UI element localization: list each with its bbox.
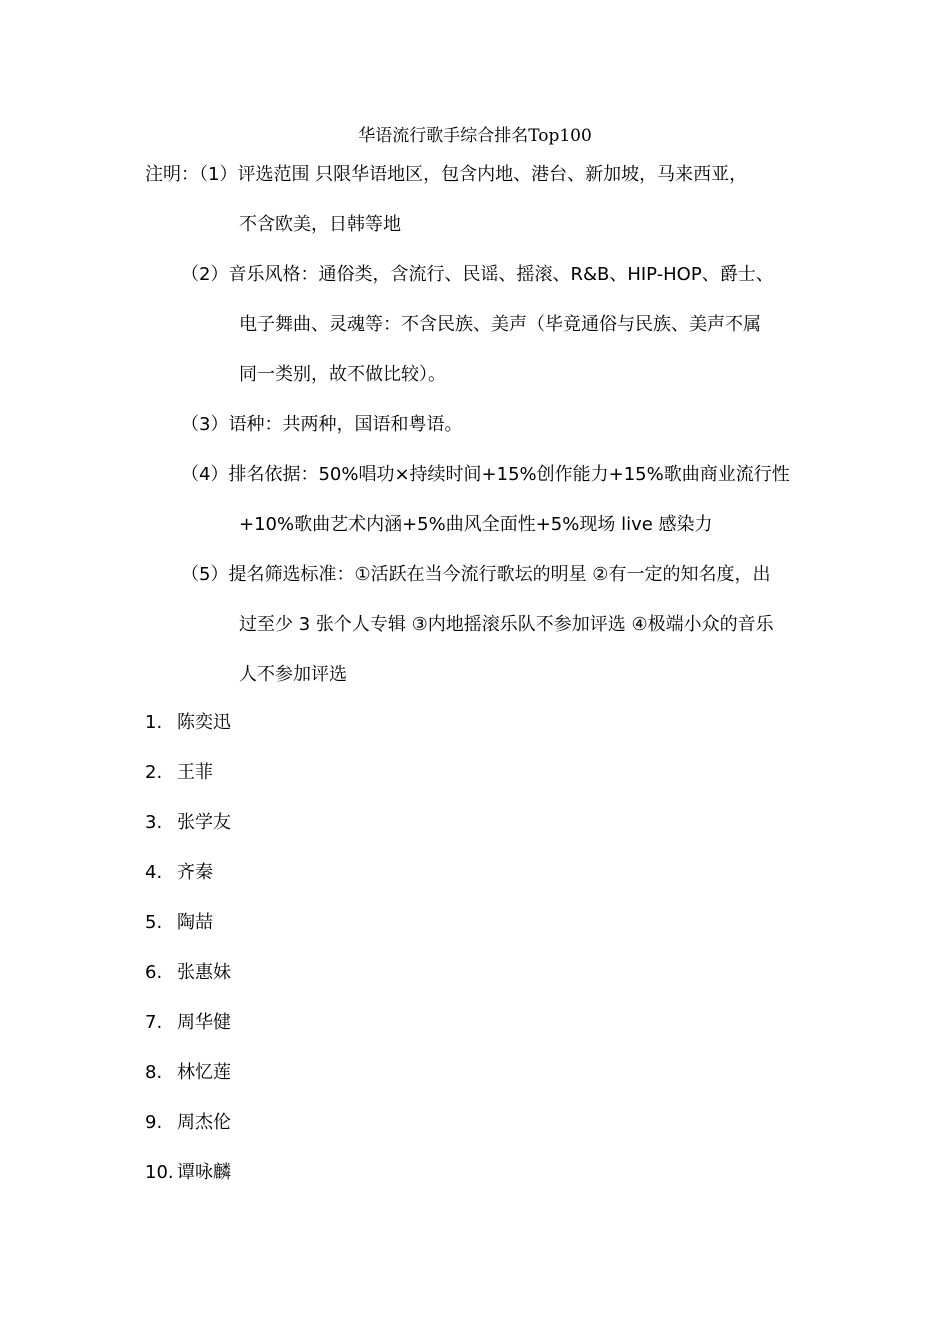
notes-note-1-line-1: [145, 162, 747, 188]
ranking-item: [145, 760, 231, 810]
ranking-item: [145, 910, 231, 960]
ranking-singer-name: 周杰伦: [177, 1112, 231, 1133]
ranking-number: 10.: [145, 1162, 174, 1183]
notes-note-5-line-3: 人不参加评选: [239, 664, 347, 685]
ranking-singer-name: 齐秦: [177, 862, 213, 883]
ranking-singer-name: 陈奕迅: [177, 712, 231, 733]
notes-note-1-text: 评选范围 只限华语地区，包含内地、港台、新加坡，马来西亚，: [237, 164, 748, 185]
ranking-number: 5.: [145, 912, 163, 933]
ranking-number: 8.: [145, 1062, 163, 1083]
ranking-number: 2.: [145, 762, 163, 783]
ranking-item: [145, 960, 231, 1010]
ranking-number: 4.: [145, 862, 163, 883]
ranking-item: [145, 860, 231, 910]
ranking-singer-name: 张惠妹: [177, 962, 231, 983]
ranking-item: [145, 710, 231, 760]
document-title: 华语流行歌手综合排名Top100: [358, 126, 592, 146]
ranking-number: 6.: [145, 962, 163, 983]
ranking-singer-name: 王菲: [177, 762, 213, 783]
ranking-item: [145, 1160, 231, 1210]
ranking-singer-name: 谭咏麟: [177, 1162, 231, 1183]
ranking-singer-name: 林忆莲: [177, 1062, 231, 1083]
notes-note-5-line-1: （5）提名筛选标准：①活跃在当今流行歌坛的明星 ②有一定的知名度，出: [181, 564, 771, 585]
ranking-number: 1.: [145, 712, 163, 733]
ranking-item: [145, 1060, 231, 1110]
ranking-singer-name: 陶喆: [177, 912, 213, 933]
notes-note-2-line-3: 同一类别，故不做比较）。: [239, 364, 446, 385]
notes-note-2-line-1: （2）音乐风格：通俗类，含流行、民谣、摇滚、R&B、HIP-HOP、爵士、: [181, 264, 774, 285]
ranking-singer-name: 张学友: [177, 812, 231, 833]
notes-note-3-line-1: （3）语种：共两种，国语和粤语。: [181, 414, 463, 435]
notes-note-2-line-2: 电子舞曲、灵魂等：不含民族、美声（毕竟通俗与民族、美声不属: [239, 314, 761, 335]
notes-note-5-line-2: 过至少 3 张个人专辑 ③内地摇滚乐队不参加评选 ④极端小众的音乐: [239, 614, 774, 635]
ranking-number: 9.: [145, 1112, 163, 1133]
ranking-item: [145, 810, 231, 860]
notes-note-1-prefix: （1）: [199, 164, 238, 185]
ranking-number: 3.: [145, 812, 163, 833]
notes-note-4-line-1: （4）排名依据：50%唱功×持续时间+15%创作能力+15%歌曲商业流行性: [181, 464, 790, 485]
ranking-number: 7.: [145, 1012, 163, 1033]
notes-note-4-line-2: +10%歌曲艺术内涵+5%曲风全面性+5%现场 live 感染力: [239, 514, 713, 535]
ranking-item: [145, 1110, 231, 1160]
ranking-item: [145, 1010, 231, 1060]
notes-label: 注明：: [145, 164, 199, 185]
ranking-singer-name: 周华健: [177, 1012, 231, 1033]
notes-note-1-line-2: 不含欧美，日韩等地: [239, 214, 401, 235]
ranking-list: [145, 710, 231, 1210]
